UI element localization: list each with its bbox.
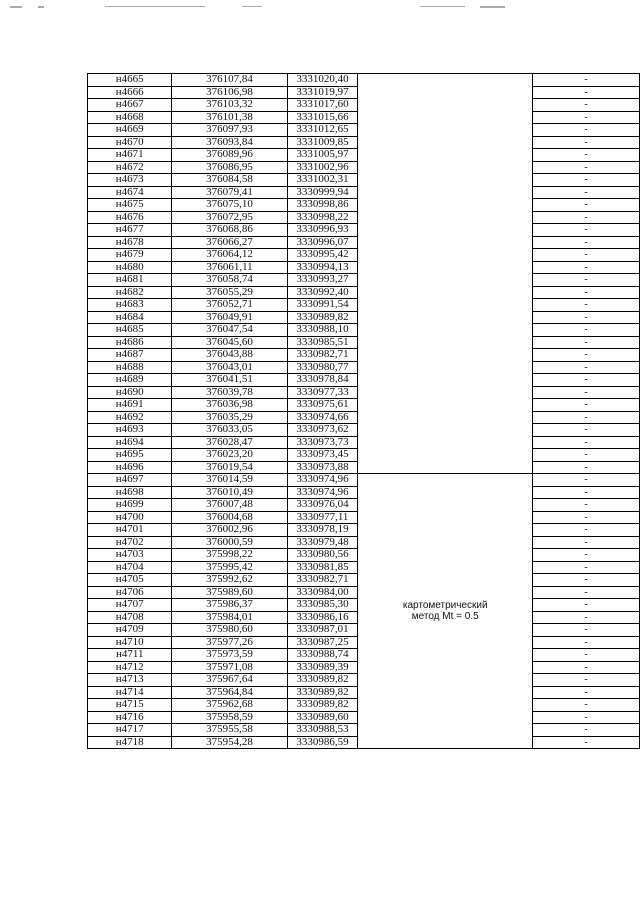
y-coordinate-cell: 3330973,73 — [287, 436, 358, 449]
x-coordinate-cell: 375971,08 — [172, 661, 287, 674]
note-cell: - — [533, 599, 640, 612]
point-id-cell: н4673 — [88, 174, 172, 187]
point-id-cell: н4686 — [88, 336, 172, 349]
note-cell: - — [533, 611, 640, 624]
y-coordinate-cell: 3331002,96 — [287, 161, 358, 174]
point-id-cell: н4698 — [88, 486, 172, 499]
point-id-cell: н4679 — [88, 249, 172, 262]
x-coordinate-cell: 376079,41 — [172, 186, 287, 199]
note-cell: - — [533, 211, 640, 224]
y-coordinate-cell: 3330998,22 — [287, 211, 358, 224]
point-id-cell: н4696 — [88, 461, 172, 474]
point-id-cell: н4691 — [88, 399, 172, 412]
point-id-cell: н4694 — [88, 436, 172, 449]
point-id-cell: н4670 — [88, 136, 172, 149]
point-id-cell: н4717 — [88, 724, 172, 737]
point-id-cell: н4710 — [88, 636, 172, 649]
x-coordinate-cell: 376086,95 — [172, 161, 287, 174]
note-cell: - — [533, 236, 640, 249]
x-coordinate-cell: 376061,11 — [172, 261, 287, 274]
note-cell: - — [533, 636, 640, 649]
note-cell: - — [533, 561, 640, 574]
y-coordinate-cell: 3330989,39 — [287, 661, 358, 674]
y-coordinate-cell: 3330982,71 — [287, 349, 358, 362]
y-coordinate-cell: 3331019,97 — [287, 86, 358, 99]
note-cell: - — [533, 449, 640, 462]
point-id-cell: н4666 — [88, 86, 172, 99]
x-coordinate-cell: 375995,42 — [172, 561, 287, 574]
y-coordinate-cell: 3330991,54 — [287, 299, 358, 312]
point-id-cell: н4704 — [88, 561, 172, 574]
note-cell: - — [533, 349, 640, 362]
y-coordinate-cell: 3330973,62 — [287, 424, 358, 437]
x-coordinate-cell: 376047,54 — [172, 324, 287, 337]
point-id-cell: н4703 — [88, 549, 172, 562]
x-coordinate-cell: 376049,91 — [172, 311, 287, 324]
note-cell: - — [533, 524, 640, 537]
note-cell: - — [533, 124, 640, 137]
y-coordinate-cell: 3331009,85 — [287, 136, 358, 149]
y-coordinate-cell: 3330981,85 — [287, 561, 358, 574]
y-coordinate-cell: 3331012,65 — [287, 124, 358, 137]
point-id-cell: н4714 — [88, 686, 172, 699]
point-id-cell: н4684 — [88, 311, 172, 324]
y-coordinate-cell: 3330996,93 — [287, 224, 358, 237]
point-id-cell: н4713 — [88, 674, 172, 687]
note-cell: - — [533, 136, 640, 149]
note-cell: - — [533, 486, 640, 499]
x-coordinate-cell: 376023,20 — [172, 449, 287, 462]
note-cell: - — [533, 711, 640, 724]
x-coordinate-cell: 376033,05 — [172, 424, 287, 437]
point-id-cell: н4702 — [88, 536, 172, 549]
y-coordinate-cell: 3330980,77 — [287, 361, 358, 374]
point-id-cell: н4674 — [88, 186, 172, 199]
y-coordinate-cell: 3330984,00 — [287, 586, 358, 599]
note-cell: - — [533, 149, 640, 162]
note-cell: - — [533, 299, 640, 312]
note-cell: - — [533, 186, 640, 199]
point-id-cell: н4683 — [88, 299, 172, 312]
note-cell: - — [533, 361, 640, 374]
y-coordinate-cell: 3330989,82 — [287, 674, 358, 687]
x-coordinate-cell: 375973,59 — [172, 649, 287, 662]
note-cell: - — [533, 199, 640, 212]
y-coordinate-cell: 3330989,82 — [287, 311, 358, 324]
x-coordinate-cell: 376075,10 — [172, 199, 287, 212]
y-coordinate-cell: 3330976,04 — [287, 499, 358, 512]
x-coordinate-cell: 376036,98 — [172, 399, 287, 412]
note-cell: - — [533, 74, 640, 87]
point-id-cell: н4668 — [88, 111, 172, 124]
x-coordinate-cell: 376106,98 — [172, 86, 287, 99]
x-coordinate-cell: 375998,22 — [172, 549, 287, 562]
note-cell: - — [533, 536, 640, 549]
note-cell: - — [533, 286, 640, 299]
note-cell: - — [533, 674, 640, 687]
note-cell: - — [533, 649, 640, 662]
x-coordinate-cell: 376043,01 — [172, 361, 287, 374]
y-coordinate-cell: 3331005,97 — [287, 149, 358, 162]
x-coordinate-cell: 376103,32 — [172, 99, 287, 112]
point-id-cell: н4678 — [88, 236, 172, 249]
x-coordinate-cell: 375992,62 — [172, 574, 287, 587]
note-cell: - — [533, 724, 640, 737]
y-coordinate-cell: 3330973,45 — [287, 449, 358, 462]
point-id-cell: н4699 — [88, 499, 172, 512]
point-id-cell: н4682 — [88, 286, 172, 299]
y-coordinate-cell: 3330992,40 — [287, 286, 358, 299]
point-id-cell: н4692 — [88, 411, 172, 424]
x-coordinate-cell: 376028,47 — [172, 436, 287, 449]
method-cell — [358, 474, 533, 749]
note-cell: - — [533, 474, 640, 487]
point-id-cell: н4671 — [88, 149, 172, 162]
y-coordinate-cell: 3330988,74 — [287, 649, 358, 662]
note-cell: - — [533, 324, 640, 337]
note-cell: - — [533, 336, 640, 349]
y-coordinate-cell: 3331002,31 — [287, 174, 358, 187]
x-coordinate-cell: 375986,37 — [172, 599, 287, 612]
x-coordinate-cell: 375967,64 — [172, 674, 287, 687]
point-id-cell: н4688 — [88, 361, 172, 374]
y-coordinate-cell: 3330977,33 — [287, 386, 358, 399]
x-coordinate-cell: 376084,58 — [172, 174, 287, 187]
x-coordinate-cell: 375980,60 — [172, 624, 287, 637]
note-cell: - — [533, 111, 640, 124]
x-coordinate-cell: 375989,60 — [172, 586, 287, 599]
y-coordinate-cell: 3330982,71 — [287, 574, 358, 587]
point-id-cell: н4695 — [88, 449, 172, 462]
x-coordinate-cell: 376014,59 — [172, 474, 287, 487]
y-coordinate-cell: 3330977,11 — [287, 511, 358, 524]
note-cell: - — [533, 574, 640, 587]
y-coordinate-cell: 3330989,60 — [287, 711, 358, 724]
y-coordinate-cell: 3330975,61 — [287, 399, 358, 412]
note-cell: - — [533, 411, 640, 424]
scan-header-marks — [10, 6, 630, 14]
point-id-cell: н4681 — [88, 274, 172, 287]
note-cell: - — [533, 311, 640, 324]
x-coordinate-cell: 376000,59 — [172, 536, 287, 549]
point-id-cell: н4676 — [88, 211, 172, 224]
y-coordinate-cell: 3330987,01 — [287, 624, 358, 637]
x-coordinate-cell: 376072,95 — [172, 211, 287, 224]
y-coordinate-cell: 3330995,42 — [287, 249, 358, 262]
point-id-cell: н4715 — [88, 699, 172, 712]
x-coordinate-cell: 375984,01 — [172, 611, 287, 624]
note-cell: - — [533, 386, 640, 399]
point-id-cell: н4707 — [88, 599, 172, 612]
point-id-cell: н4709 — [88, 624, 172, 637]
y-coordinate-cell: 3330993,27 — [287, 274, 358, 287]
x-coordinate-cell: 376041,51 — [172, 374, 287, 387]
y-coordinate-cell: 3330999,94 — [287, 186, 358, 199]
note-cell: - — [533, 549, 640, 562]
coordinates-table — [87, 73, 640, 749]
y-coordinate-cell: 3331015,66 — [287, 111, 358, 124]
y-coordinate-cell: 3330978,19 — [287, 524, 358, 537]
y-coordinate-cell: 3330998,86 — [287, 199, 358, 212]
y-coordinate-cell: 3330986,16 — [287, 611, 358, 624]
point-id-cell: н4697 — [88, 474, 172, 487]
point-id-cell: н4708 — [88, 611, 172, 624]
note-cell: - — [533, 586, 640, 599]
x-coordinate-cell: 375977,26 — [172, 636, 287, 649]
point-id-cell: н4716 — [88, 711, 172, 724]
point-id-cell: н4669 — [88, 124, 172, 137]
table-row — [88, 74, 640, 87]
y-coordinate-cell: 3330989,82 — [287, 686, 358, 699]
x-coordinate-cell: 375958,59 — [172, 711, 287, 724]
x-coordinate-cell: 376055,29 — [172, 286, 287, 299]
method-cell-empty — [358, 74, 533, 474]
x-coordinate-cell: 376019,54 — [172, 461, 287, 474]
point-id-cell: н4706 — [88, 586, 172, 599]
y-coordinate-cell: 3330988,53 — [287, 724, 358, 737]
y-coordinate-cell: 3331017,60 — [287, 99, 358, 112]
x-coordinate-cell: 376035,29 — [172, 411, 287, 424]
y-coordinate-cell: 3330985,30 — [287, 599, 358, 612]
note-cell: - — [533, 436, 640, 449]
note-cell: - — [533, 624, 640, 637]
note-cell: - — [533, 86, 640, 99]
note-cell: - — [533, 699, 640, 712]
x-coordinate-cell: 376089,96 — [172, 149, 287, 162]
point-id-cell: н4700 — [88, 511, 172, 524]
note-cell: - — [533, 461, 640, 474]
x-coordinate-cell: 376052,71 — [172, 299, 287, 312]
method-name: картометрический — [402, 600, 488, 611]
x-coordinate-cell: 375955,58 — [172, 724, 287, 737]
note-cell: - — [533, 661, 640, 674]
point-id-cell: н4672 — [88, 161, 172, 174]
point-id-cell: н4675 — [88, 199, 172, 212]
note-cell: - — [533, 424, 640, 437]
note-cell: - — [533, 261, 640, 274]
note-cell: - — [533, 499, 640, 512]
x-coordinate-cell: 376045,60 — [172, 336, 287, 349]
point-id-cell: н4712 — [88, 661, 172, 674]
x-coordinate-cell: 375954,28 — [172, 736, 287, 749]
x-coordinate-cell: 376007,48 — [172, 499, 287, 512]
y-coordinate-cell: 3330985,51 — [287, 336, 358, 349]
note-cell: - — [533, 511, 640, 524]
note-cell: - — [533, 374, 640, 387]
x-coordinate-cell: 376066,27 — [172, 236, 287, 249]
point-id-cell: н4667 — [88, 99, 172, 112]
y-coordinate-cell: 3330978,84 — [287, 374, 358, 387]
y-coordinate-cell: 3330994,13 — [287, 261, 358, 274]
y-coordinate-cell: 3330988,10 — [287, 324, 358, 337]
point-id-cell: н4687 — [88, 349, 172, 362]
x-coordinate-cell: 376064,12 — [172, 249, 287, 262]
y-coordinate-cell: 3330989,82 — [287, 699, 358, 712]
table-row — [88, 474, 640, 487]
y-coordinate-cell: 3330974,96 — [287, 486, 358, 499]
note-cell: - — [533, 399, 640, 412]
note-cell: - — [533, 736, 640, 749]
note-cell: - — [533, 174, 640, 187]
point-id-cell: н4690 — [88, 386, 172, 399]
point-id-cell: н4701 — [88, 524, 172, 537]
x-coordinate-cell: 376058,74 — [172, 274, 287, 287]
y-coordinate-cell: 3330974,96 — [287, 474, 358, 487]
note-cell: - — [533, 224, 640, 237]
y-coordinate-cell: 3330980,56 — [287, 549, 358, 562]
note-cell: - — [533, 686, 640, 699]
x-coordinate-cell: 376002,96 — [172, 524, 287, 537]
point-id-cell: н4680 — [88, 261, 172, 274]
note-cell: - — [533, 274, 640, 287]
note-cell: - — [533, 161, 640, 174]
y-coordinate-cell: 3331020,40 — [287, 74, 358, 87]
x-coordinate-cell: 376068,86 — [172, 224, 287, 237]
y-coordinate-cell: 3330973,88 — [287, 461, 358, 474]
x-coordinate-cell: 376039,78 — [172, 386, 287, 399]
point-id-cell: н4711 — [88, 649, 172, 662]
point-id-cell: н4718 — [88, 736, 172, 749]
point-id-cell: н4693 — [88, 424, 172, 437]
x-coordinate-cell: 376101,38 — [172, 111, 287, 124]
x-coordinate-cell: 376004,68 — [172, 511, 287, 524]
point-id-cell: н4689 — [88, 374, 172, 387]
y-coordinate-cell: 3330987,25 — [287, 636, 358, 649]
note-cell: - — [533, 249, 640, 262]
point-id-cell: н4685 — [88, 324, 172, 337]
x-coordinate-cell: 376097,93 — [172, 124, 287, 137]
y-coordinate-cell: 3330996,07 — [287, 236, 358, 249]
x-coordinate-cell: 375964,84 — [172, 686, 287, 699]
point-id-cell: н4705 — [88, 574, 172, 587]
x-coordinate-cell: 376093,84 — [172, 136, 287, 149]
y-coordinate-cell: 3330986,59 — [287, 736, 358, 749]
y-coordinate-cell: 3330979,48 — [287, 536, 358, 549]
point-id-cell: н4677 — [88, 224, 172, 237]
x-coordinate-cell: 376107,84 — [172, 74, 287, 87]
point-id-cell: н4665 — [88, 74, 172, 87]
x-coordinate-cell: 376010,49 — [172, 486, 287, 499]
y-coordinate-cell: 3330974,66 — [287, 411, 358, 424]
x-coordinate-cell: 375962,68 — [172, 699, 287, 712]
x-coordinate-cell: 376043,88 — [172, 349, 287, 362]
note-cell: - — [533, 99, 640, 112]
method-accuracy: метод Mt = 0.5 — [411, 611, 479, 622]
